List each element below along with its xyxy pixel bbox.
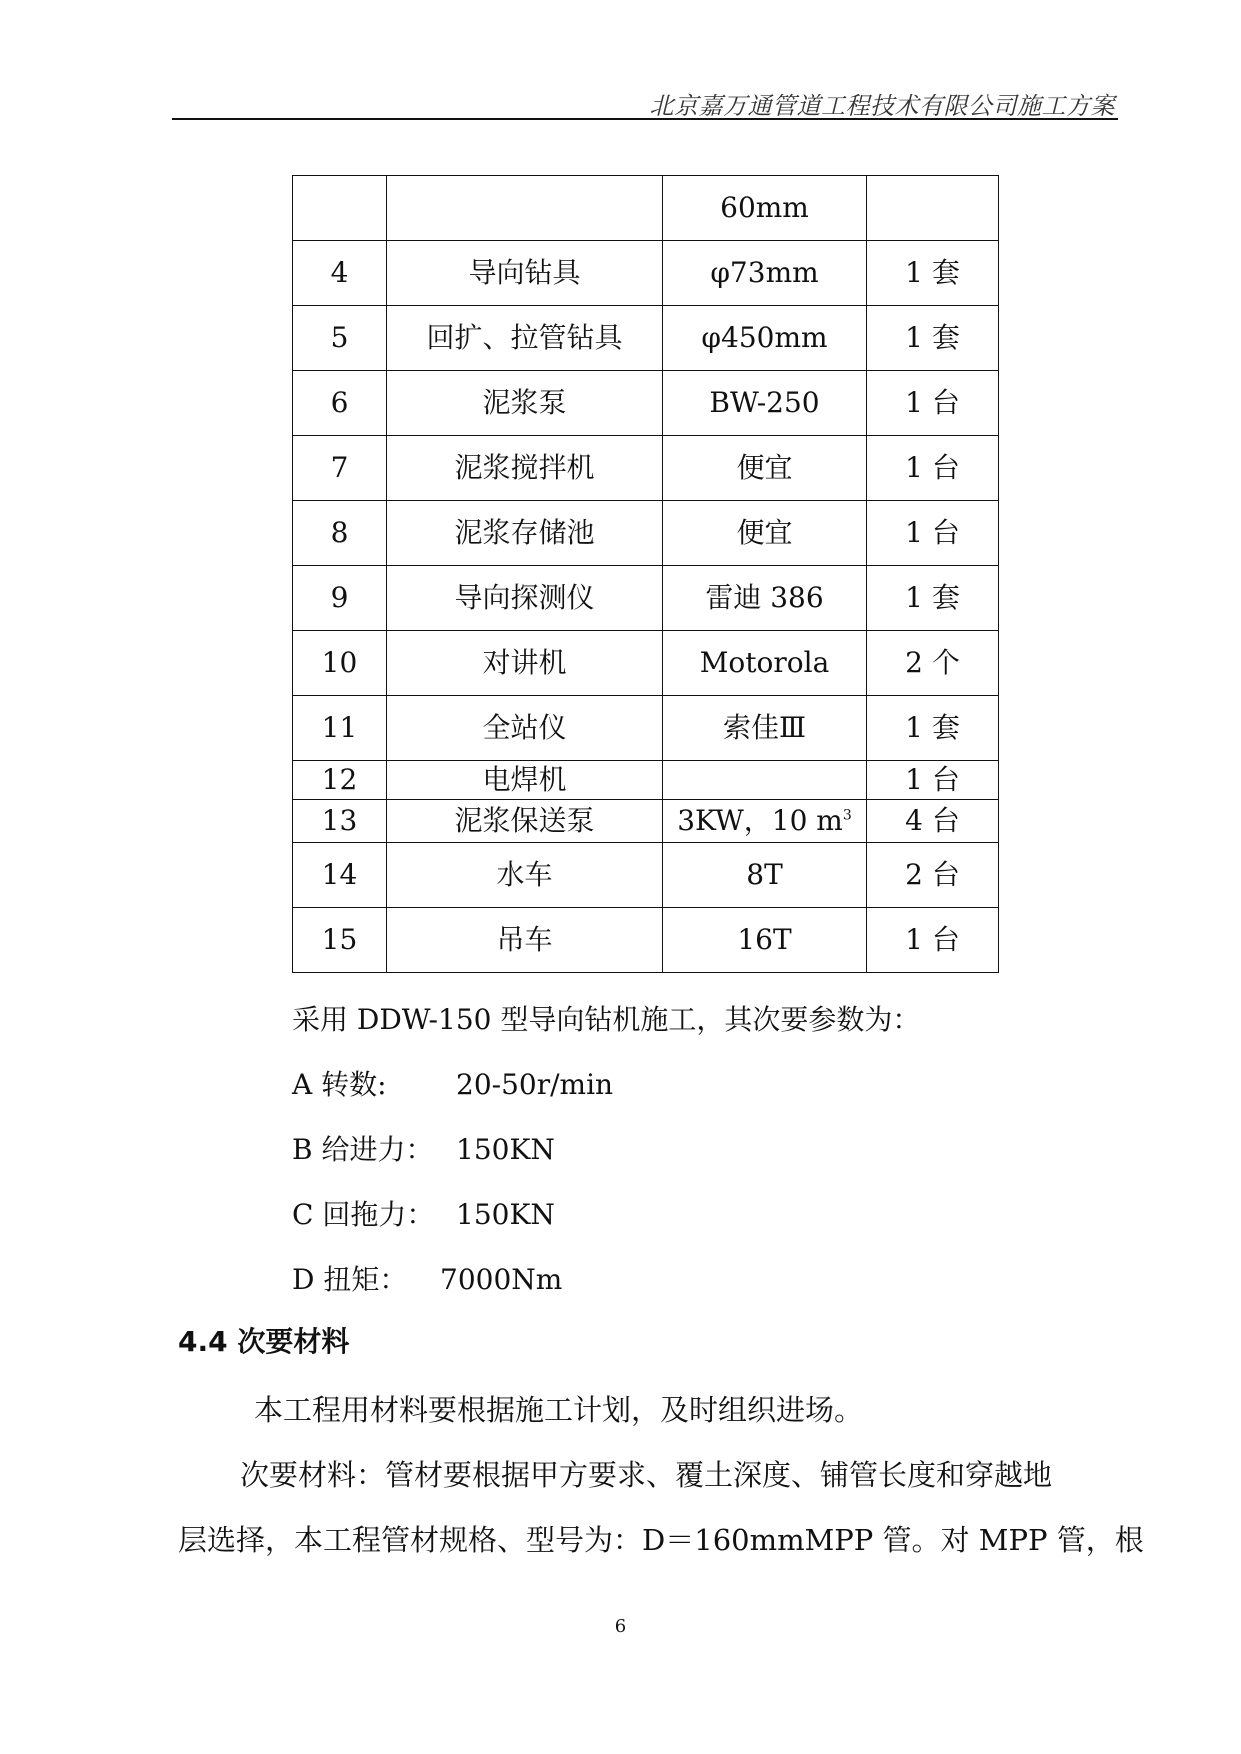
cell-name: 全站仪 bbox=[387, 696, 663, 761]
cell-spec: φ73mm bbox=[663, 241, 867, 306]
cell-qty bbox=[867, 176, 999, 241]
table-row bbox=[293, 436, 999, 501]
cell-no: 7 bbox=[293, 436, 387, 501]
cell-qty: 1 套 bbox=[867, 306, 999, 371]
cell-spec: Motorola bbox=[663, 631, 867, 696]
spec-label: C 回拖力： bbox=[292, 1198, 435, 1231]
cell-no: 11 bbox=[293, 696, 387, 761]
cell-spec: 便宜 bbox=[663, 436, 867, 501]
cell-spec: φ450mm bbox=[663, 306, 867, 371]
cell-qty: 1 套 bbox=[867, 241, 999, 306]
cell-spec: 便宜 bbox=[663, 501, 867, 566]
cell-no: 4 bbox=[293, 241, 387, 306]
cell-no: 12 bbox=[293, 761, 387, 800]
table-row bbox=[293, 566, 999, 631]
drill-intro-text: 采用 DDW-150 型导向钻机施工，其次要参数为： bbox=[292, 1003, 921, 1036]
table-row bbox=[293, 696, 999, 761]
cell-qty: 1 套 bbox=[867, 566, 999, 631]
cell-spec: BW-250 bbox=[663, 371, 867, 436]
cell-no: 15 bbox=[293, 908, 387, 973]
cell-name: 导向钻具 bbox=[387, 241, 663, 306]
table-row bbox=[293, 843, 999, 908]
table-row bbox=[293, 631, 999, 696]
cell-qty: 1 台 bbox=[867, 371, 999, 436]
spec-value: 7000Nm bbox=[440, 1263, 563, 1296]
cell-qty: 4 台 bbox=[867, 800, 999, 843]
paragraph-materials-plan: 本工程用材料要根据施工计划，及时组织进场。 bbox=[254, 1393, 864, 1427]
cell-no bbox=[293, 176, 387, 241]
page-number: 6 bbox=[614, 1616, 627, 1637]
cell-no: 10 bbox=[293, 631, 387, 696]
table-row bbox=[293, 908, 999, 973]
cell-spec: 索佳Ⅲ bbox=[663, 696, 867, 761]
spec-label: A 转数: bbox=[292, 1068, 387, 1101]
cell-name: 泥浆搅拌机 bbox=[387, 436, 663, 501]
paragraph-materials-line1: 次要材料：管材要根据甲方要求、覆土深度、铺管长度和穿越地 bbox=[240, 1458, 1053, 1492]
spec-value: 150KN bbox=[456, 1133, 555, 1166]
drill-spec-rotation bbox=[292, 1063, 613, 1103]
spec-label: D 扭矩： bbox=[292, 1263, 408, 1296]
cell-no: 5 bbox=[293, 306, 387, 371]
spec-superscript: 3 bbox=[842, 807, 852, 824]
cell-name: 水车 bbox=[387, 843, 663, 908]
spec-value: 20-50r/min bbox=[456, 1068, 614, 1101]
cell-name: 吊车 bbox=[387, 908, 663, 973]
cell-spec: 60mm bbox=[663, 176, 867, 241]
paragraph-materials-line2: 层选择，本工程管材规格、型号为：D＝160mmMPP 管。对 MPP 管，根 bbox=[178, 1523, 1144, 1557]
cell-no: 9 bbox=[293, 566, 387, 631]
table-row bbox=[293, 241, 999, 306]
cell-qty: 1 台 bbox=[867, 761, 999, 800]
cell-spec: 16T bbox=[663, 908, 867, 973]
cell-name bbox=[387, 176, 663, 241]
drill-spec-torque bbox=[292, 1258, 562, 1298]
table-row bbox=[293, 800, 999, 843]
cell-name: 泥浆存储池 bbox=[387, 501, 663, 566]
cell-qty: 1 台 bbox=[867, 436, 999, 501]
spec-label: B 给进力： bbox=[292, 1133, 434, 1166]
spec-value: 150KN bbox=[456, 1198, 555, 1231]
cell-qty: 1 台 bbox=[867, 908, 999, 973]
cell-name: 回扩、拉管钻具 bbox=[387, 306, 663, 371]
spec-text: 3KW，10 m bbox=[677, 803, 843, 837]
cell-name: 对讲机 bbox=[387, 631, 663, 696]
cell-no: 14 bbox=[293, 843, 387, 908]
cell-spec: 雷迪 386 bbox=[663, 566, 867, 631]
equipment-table bbox=[292, 175, 999, 973]
cell-no: 13 bbox=[293, 800, 387, 843]
section-heading: 4.4 次要材料 bbox=[178, 1325, 350, 1358]
table-row bbox=[293, 501, 999, 566]
table-row bbox=[293, 176, 999, 241]
cell-spec bbox=[663, 800, 867, 843]
drill-spec-feed-force bbox=[292, 1128, 555, 1168]
cell-name: 泥浆泵 bbox=[387, 371, 663, 436]
cell-no: 8 bbox=[293, 501, 387, 566]
cell-qty: 2 台 bbox=[867, 843, 999, 908]
table-row bbox=[293, 371, 999, 436]
cell-qty: 1 台 bbox=[867, 501, 999, 566]
cell-qty: 1 套 bbox=[867, 696, 999, 761]
document-header-title: 北京嘉万通管道工程技术有限公司施工方案 bbox=[649, 92, 1115, 120]
table-row bbox=[293, 306, 999, 371]
cell-name: 电焊机 bbox=[387, 761, 663, 800]
table-row bbox=[293, 761, 999, 800]
cell-name: 导向探测仪 bbox=[387, 566, 663, 631]
cell-qty: 2 个 bbox=[867, 631, 999, 696]
cell-spec bbox=[663, 761, 867, 800]
cell-spec: 8T bbox=[663, 843, 867, 908]
header-divider bbox=[172, 118, 1118, 120]
cell-name: 泥浆保送泵 bbox=[387, 800, 663, 843]
cell-no: 6 bbox=[293, 371, 387, 436]
drill-spec-pullback-force bbox=[292, 1193, 555, 1233]
